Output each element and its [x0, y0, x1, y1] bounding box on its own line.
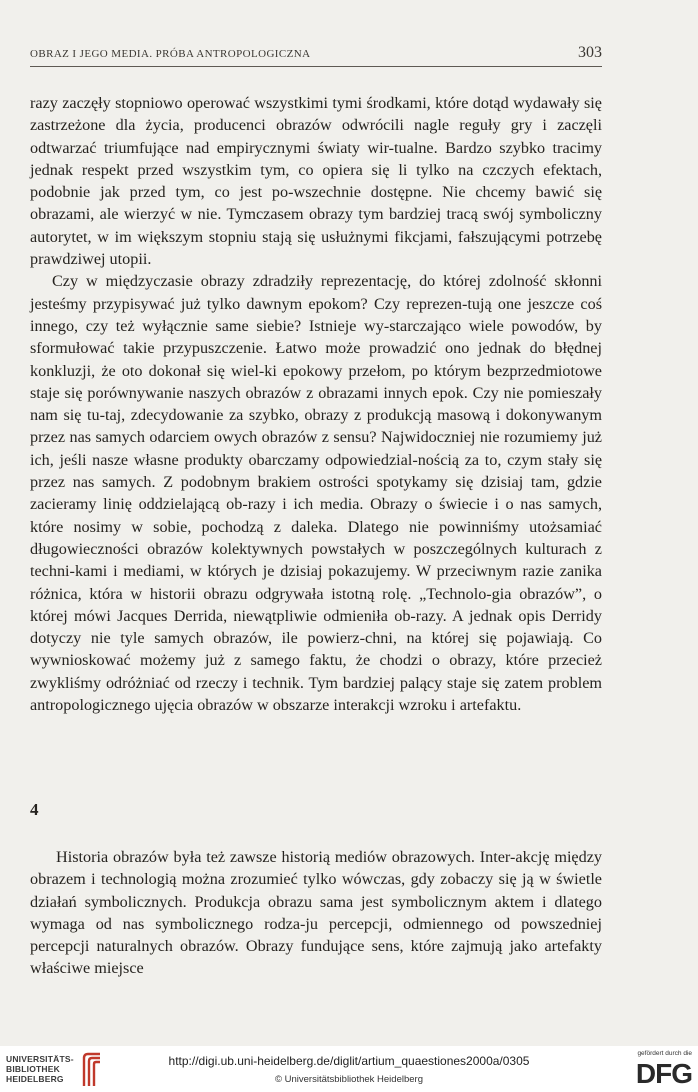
paragraph: Czy w międzyczasie obrazy zdradziły reprezentację, do której zdolność skłonni jesteśmy przypisywać już tylko dawnym epokom? Czy reprezen-tują one jeszcze coś innego, czy też wyłącznie same siebie? Istnieje wy-starczająco wiele powodów, by sformułować takie przypuszczenie. Łatwo może prowadzić ono jednak do błędnej konkluzji, że oto dokonał się wiel-ki epokowy przełom, po którym bezprzedmiotowe staje się porównywanie naszych obrazów z obrazami innych epok. Czy nie pomieszały nam się tu-taj, zdecydowanie za szybko, obrazy z produkcją masową i dokonywanym przez nas samych odarciem owych obrazów z sensu? Najwidoczniej nie rozumiemy już ich, jeśli nasze własne produkty obarczamy odpowiedzial-nością za to, czym stały się przez nas samych. Z podobnym brakiem ostrości spotykamy się dzisiaj tam, gdzie zacieramy linię oddzielającą ob-razy i ich media. Obrazy o świecie i o nas samych, które nosimy w sobie, pochodzą z daleka. Dlatego nie powinniśmy utożsamiać długowieczności obrazów kolektywnych powstałych w poszczególnych kulturach z techni-kami i mediami, w których je dzisiaj pokazujemy. W przeciwnym razie zanika różnica, która w historii obrazu odgrywała istotną rolę. „Technolo-gia obrazów”, o której mówi Jacques Derrida, niewątpliwie odmieniła ob-razy. A jednak opis Derridy dotyczy nie tyle samych obrazów, ile powierz-chni, na której się pojawiają. Co wywnioskować możemy już z samego faktu, że chodzi o obrazy, które przecież zwykliśmy odróżniać od rzeczy i technik. Tym bardziej palący staje się zatem problem antropologicznego ujęcia obrazów w obszarze interakcji wzroku i artefaktu.	[30, 272, 602, 715]
page-number: 303	[578, 44, 602, 61]
funding-note: gefördert durch die	[637, 1050, 692, 1057]
header-rule	[30, 66, 602, 67]
main-text	[30, 92, 602, 716]
source-url-link[interactable]: http://digi.ub.uni-heidelberg.de/diglit/artium_quaestiones2000a/0305	[168, 1054, 530, 1068]
digitization-footer	[0, 1046, 698, 1092]
library-emblem-icon	[80, 1052, 104, 1088]
section-paragraph: Historia obrazów była też zawsze historią mediów obrazowych. Inter-akcję między obrazem i technologią można zrozumieć tylko wówczas, gdy zobaczy się ją w świetle działań symbolicznych. Produkcja obrazu sama jest symbolicznym aktem i dlatego wymaga od nas symbolicznego rodza-ju percepcji, odmiennego od powszedniej percepcji naturalnych obrazów. Obrazy fundujące sens, które zajmują jako artefakty właściwe miejsce	[30, 848, 602, 978]
funder-name: DFG	[635, 1058, 692, 1089]
running-title: OBRAZ I JEGO MEDIA. PRÓBA ANTROPOLOGICZNA	[30, 48, 311, 60]
running-head	[30, 44, 602, 66]
library-name	[6, 1054, 74, 1084]
paragraph-continuation: razy zaczęły stopniowo operować wszystkimi tymi środkami, które dotąd wydawały się zastrzeżone dla życia, producenci obrazów odwrócili nagle reguły gry i zaczęli odtwarzać triumfujące nad empirycznymi światy wir-tualne. Bardzo szybko tracimy jednak respekt przed wszystkim tym, co opiera się li tylko na czczych efektach, podobnie jak przed tym, co jest po-wszechnie dostępne. Nie chcemy bawić się obrazami, ale wierzyć w nie. Tymczasem obrazy tym bardziej tracą swój symboliczny autorytet, w im większym stopniu stają się usłużnymi fikcjami, fałszującymi potrzebę prawdziwej utopii.	[30, 94, 602, 269]
library-logo	[6, 1052, 124, 1088]
library-name-line: BIBLIOTHEK	[6, 1064, 60, 1074]
copyright-note: © Universitätsbibliothek Heidelberg	[275, 1074, 423, 1085]
section-text	[30, 846, 602, 980]
section-number: 4	[30, 800, 39, 819]
dfg-logo	[612, 1050, 692, 1090]
library-name-line: HEIDELBERG	[6, 1074, 64, 1084]
library-name-line: UNIVERSITÄTS-	[6, 1054, 74, 1064]
